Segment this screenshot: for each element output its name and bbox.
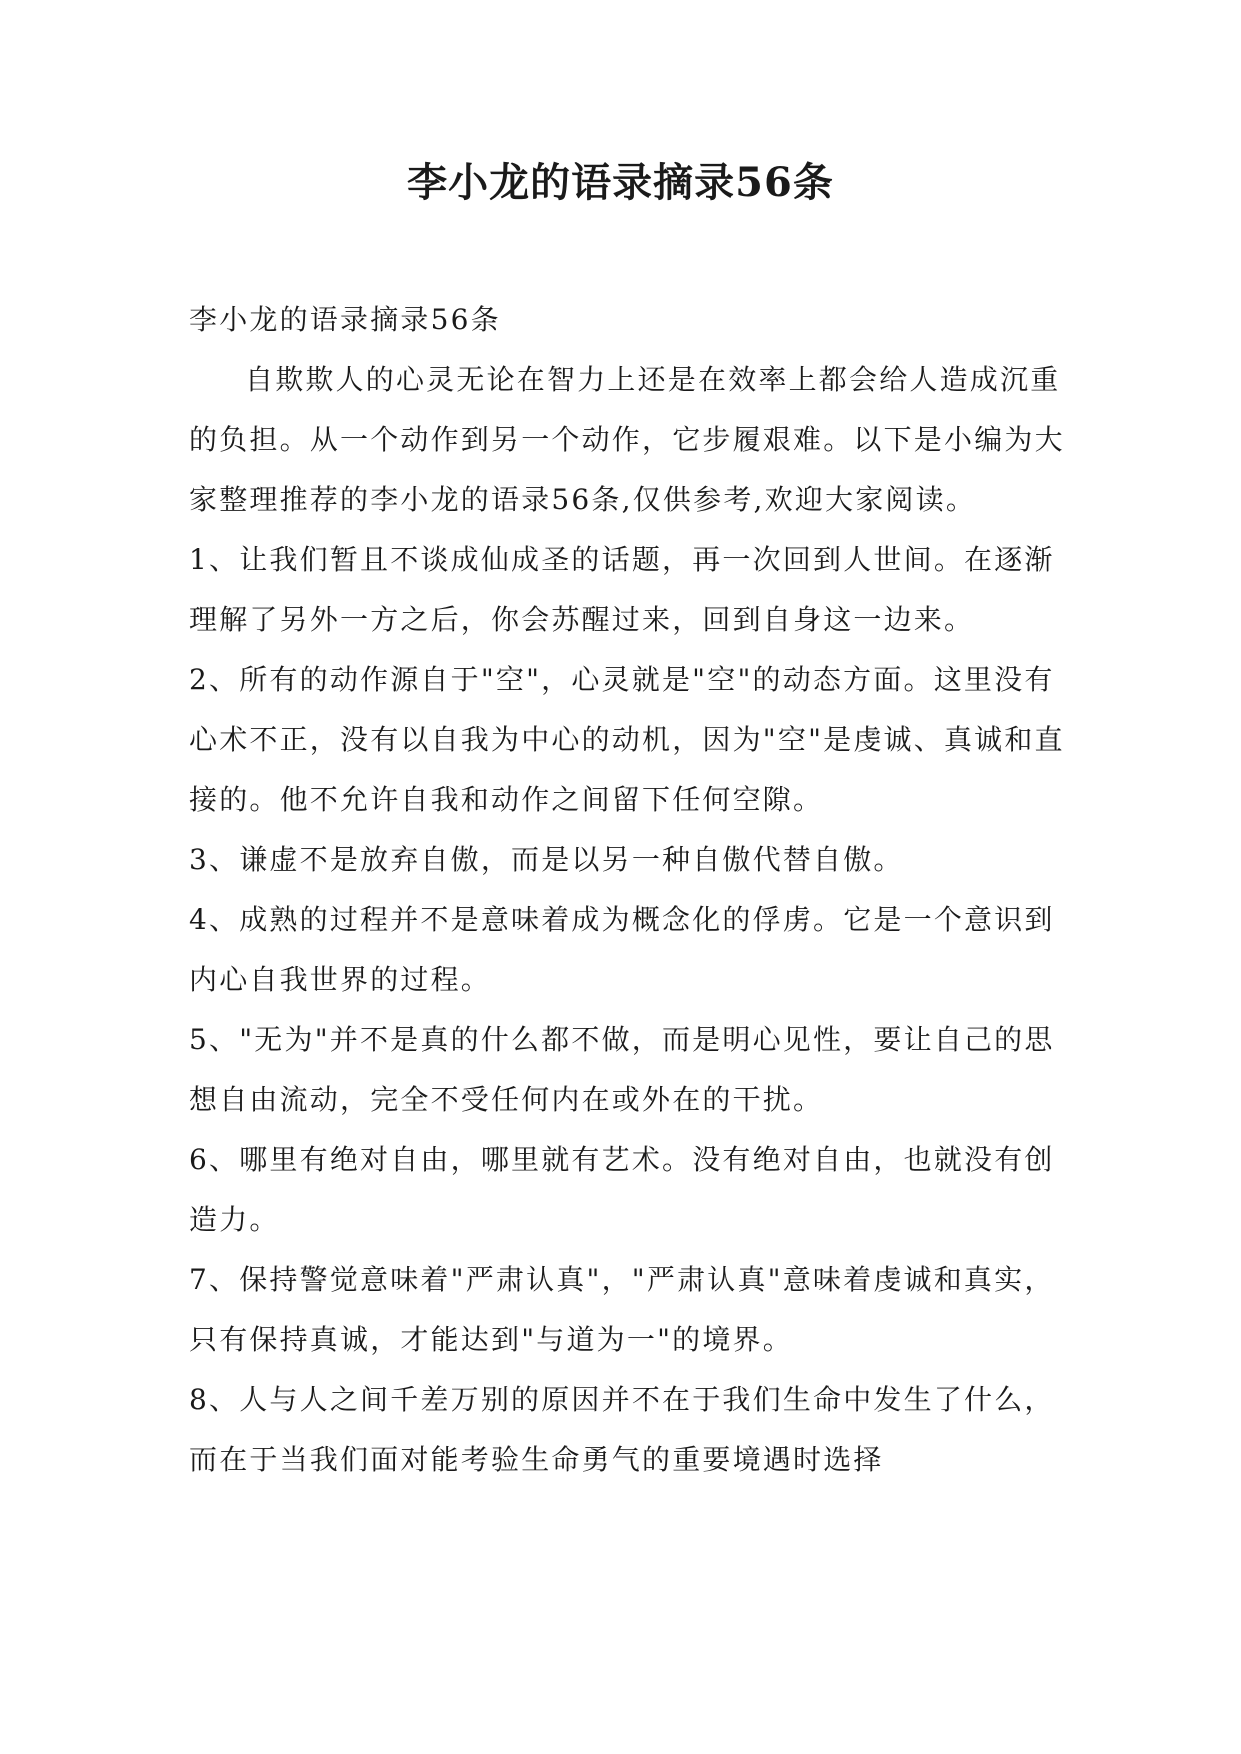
quote-item-8: 8、人与人之间千差万别的原因并不在于我们生命中发生了什么，而在于当我们面对能考验生命勇气的重要境遇时选择 — [189, 1383, 1055, 1476]
quote-item-7: 7、保持警觉意味着"严肃认真"，"严肃认真"意味着虔诚和真实，只有保持真诚，才能达到"与道为一"的境界。 — [189, 1263, 1055, 1356]
quote-item-5: 5、"无为"并不是真的什么都不做，而是明心见性，要让自己的思想自由流动，完全不受任何内在或外在的干扰。 — [189, 1023, 1055, 1116]
quote-item-4: 4、成熟的过程并不是意味着成为概念化的俘虏。它是一个意识到内心自我世界的过程。 — [189, 903, 1055, 996]
document-subtitle: 李小龙的语录摘录56条 — [189, 303, 501, 336]
intro-paragraph: 自欺欺人的心灵无论在智力上还是在效率上都会给人造成沉重的负担。从一个动作到另一个动作，它步履艰难。以下是小编为大家整理推荐的李小龙的语录56条,仅供参考,欢迎大家阅读。 — [189, 363, 1065, 516]
document-title: 李小龙的语录摘录56条 — [407, 159, 834, 206]
quote-item-3: 3、谦虚不是放弃自傲，而是以另一种自傲代替自傲。 — [189, 843, 904, 876]
document-body — [189, 290, 1069, 1490]
quote-item-1: 1、让我们暂且不谈成仙成圣的话题，再一次回到人世间。在逐渐理解了另外一方之后，你会苏醒过来，回到自身这一边来。 — [189, 543, 1055, 636]
quote-item-6: 6、哪里有绝对自由，哪里就有艺术。没有绝对自由，也就没有创造力。 — [189, 1143, 1055, 1236]
quote-item-2: 2、所有的动作源自于"空"，心灵就是"空"的动态方面。这里没有心术不正，没有以自我为中心的动机，因为"空"是虔诚、真诚和直接的。他不允许自我和动作之间留下任何空隙。 — [189, 663, 1065, 816]
